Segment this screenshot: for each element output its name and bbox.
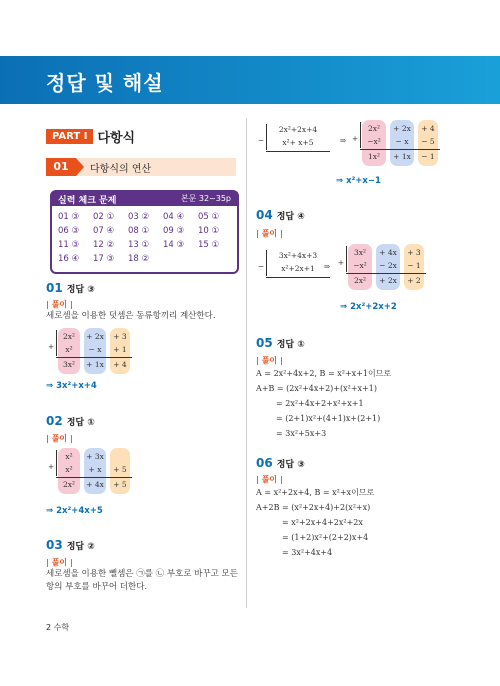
q03-result: ⇒ x²+x−1	[336, 176, 381, 186]
calc-term: + 4x	[379, 248, 397, 257]
q06-line: = 3x²+4x+4	[282, 548, 333, 557]
answer-item: 06 ③	[58, 226, 80, 236]
calc-term: + 1	[113, 345, 127, 354]
answer-item: 15 ①	[198, 240, 220, 250]
q04-vertical-calc	[336, 244, 436, 290]
calc-term: 2x²+2x+4	[278, 125, 318, 134]
calc-term: 3x²	[62, 360, 75, 369]
q05-line: A+B = (2x²+4x+2)+(x²+x+1)	[256, 384, 377, 393]
calc-rule	[346, 273, 426, 274]
part-name: 다항식	[97, 131, 136, 146]
q01-solution-label: | 풀이 |	[46, 300, 73, 309]
calc-rule	[56, 357, 132, 358]
calc-term: − 5	[421, 137, 435, 146]
q02-number: 02	[46, 414, 63, 428]
answer-item: 05 ①	[198, 212, 220, 222]
minus-sign: −	[257, 262, 265, 271]
calc-rule	[56, 477, 132, 478]
q06-line: = (1+2)x²+(2+2)x+4	[282, 533, 369, 542]
q06-heading	[256, 456, 305, 470]
calc-term: −x²	[353, 261, 367, 270]
answer-item: 08 ①	[128, 226, 150, 236]
section-number: 01	[46, 158, 76, 176]
q02-result: ⇒ 2x²+4x+5	[46, 506, 103, 516]
q01-vertical-calc	[46, 328, 166, 374]
q06-line: A = x²+2x+4, B = x²+x이므로	[256, 488, 375, 497]
answer-item: 04 ④	[163, 212, 185, 222]
q05-answer: 정답 ①	[276, 340, 305, 350]
title-banner	[0, 56, 500, 104]
answer-item: 13 ①	[128, 240, 150, 250]
calc-term: + 5	[113, 465, 127, 474]
plus-sign: +	[47, 462, 55, 471]
q05-solution-label: | 풀이 |	[256, 356, 283, 365]
q03-number: 03	[46, 538, 63, 552]
calc-term: + 2x	[86, 332, 104, 341]
calc-term: x²+2x+1	[281, 264, 315, 273]
calc-term: − x	[395, 137, 409, 146]
answer-item: 03 ②	[128, 212, 150, 222]
q01-result: ⇒ 3x²+x+4	[46, 381, 97, 391]
calc-rule	[360, 149, 440, 150]
calc-term: + 2x	[393, 124, 411, 133]
answer-check-box	[50, 190, 239, 274]
q01-text: 세로셈을 이용한 덧셈은 동류항끼리 계산한다.	[46, 311, 216, 321]
q01-number: 01	[46, 281, 63, 295]
answer-box-title: 실력 체크 문제	[58, 196, 117, 206]
q02-vertical-calc	[46, 448, 166, 494]
q06-solution-label: | 풀이 |	[256, 475, 283, 484]
q02-heading	[46, 414, 95, 428]
q02-solution-label: | 풀이 |	[46, 434, 73, 443]
calc-term: x²+ x+5	[282, 138, 314, 147]
answer-item: 10 ①	[198, 226, 220, 236]
calc-bracket	[56, 330, 57, 356]
calc-term: + 3	[407, 248, 421, 257]
q05-line: = 2x²+4x+2+x²+x+1	[276, 399, 364, 408]
answer-grid	[58, 212, 234, 268]
calc-term: x²	[65, 465, 73, 474]
q02-answer: 정답 ①	[66, 418, 95, 428]
q03-answer: 정답 ②	[66, 542, 95, 552]
plus-sign: +	[337, 258, 345, 267]
calc-term: + 5	[113, 480, 127, 489]
calc-term: + 3x	[86, 452, 104, 461]
page-footer: 2 수학	[46, 623, 70, 632]
answer-item: 01 ③	[58, 212, 80, 222]
part-heading	[46, 126, 135, 144]
calc-term: 2x²	[353, 276, 366, 285]
q04-heading	[256, 208, 305, 222]
calc-term: − 1	[407, 261, 421, 270]
calc-term: 2x²	[367, 124, 380, 133]
calc-term: + 3	[113, 332, 127, 341]
q05-line: = 3x²+5x+3	[276, 429, 327, 438]
column-divider	[246, 118, 247, 608]
calc-term: + 4	[113, 360, 127, 369]
q05-line: = (2+1)x²+(4+1)x+(2+1)	[276, 414, 381, 423]
page-title: 정답 및 해설	[46, 71, 164, 95]
calc-bracket	[266, 250, 267, 276]
plus-sign: +	[351, 134, 359, 143]
q03-solution-label: | 풀이 |	[46, 558, 73, 567]
answer-box-header	[52, 192, 237, 206]
answer-item: 17 ③	[93, 254, 115, 264]
calc-term: 3x²+4x+3	[278, 251, 318, 260]
q03-heading	[46, 538, 95, 552]
q04-number: 04	[256, 208, 273, 222]
answer-row	[58, 254, 234, 268]
answer-item: 11 ③	[58, 240, 80, 250]
q06-line: = x²+2x+4+2x²+2x	[282, 518, 363, 527]
q04-answer: 정답 ④	[276, 212, 305, 222]
calc-term: + 1x	[393, 152, 411, 161]
section-label: 다항식의 연산	[90, 164, 152, 175]
q04-solution-label: | 풀이 |	[256, 229, 283, 238]
answer-item: 14 ③	[163, 240, 185, 250]
q05-heading	[256, 336, 305, 350]
calc-bracket	[360, 122, 361, 148]
q05-line: A = 2x²+4x+2, B = x²+x+1이므로	[256, 369, 392, 378]
q06-number: 06	[256, 456, 273, 470]
q03-subtraction-setup	[256, 122, 336, 162]
calc-term: −x²	[367, 137, 381, 146]
q01-heading	[46, 281, 95, 295]
q06-line: A+2B = (x²+2x+4)+2(x²+x)	[256, 503, 371, 512]
q06-answer: 정답 ③	[276, 460, 305, 470]
answer-row	[58, 226, 234, 240]
calc-term: 3x²	[353, 248, 366, 257]
calc-term: + 2	[407, 276, 421, 285]
calc-term: − 2x	[379, 261, 397, 270]
q01-answer: 정답 ③	[66, 285, 95, 295]
calc-term: + 4	[421, 124, 435, 133]
minus-sign: −	[257, 136, 265, 145]
answer-item: 16 ④	[58, 254, 80, 264]
calc-term: 2x²	[62, 480, 75, 489]
calc-bracket	[266, 124, 267, 150]
answer-row	[58, 240, 234, 254]
calc-term: + 1x	[86, 360, 104, 369]
q03-vertical-calc	[350, 120, 450, 166]
calc-bracket	[56, 450, 57, 476]
calc-term: − x	[88, 345, 102, 354]
answer-item: 18 ②	[128, 254, 150, 264]
q03-text: 세로셈을 이용한 뺄셈은 ㉠를 ㉡ 부호로 바꾸고 모든 항의 부호를 바꾸어 더한다.	[46, 569, 238, 592]
calc-term: + x	[88, 465, 102, 474]
calc-term: 2x²	[62, 332, 75, 341]
answer-item: 02 ①	[93, 212, 115, 222]
answer-item: 12 ②	[93, 240, 115, 250]
calc-term: 1x²	[367, 152, 380, 161]
q04-result: ⇒ 2x²+2x+2	[340, 302, 397, 312]
arrow-icon: ⇒	[339, 136, 347, 145]
calc-term: − 1	[421, 152, 435, 161]
calc-rule	[266, 151, 330, 152]
answer-row	[58, 212, 234, 226]
section-heading	[46, 158, 236, 176]
plus-sign: +	[47, 342, 55, 351]
calc-term: x²	[65, 452, 73, 461]
calc-rule	[266, 277, 330, 278]
arrow-icon: ⇒	[323, 262, 331, 271]
part-tag: PART Ⅰ	[46, 129, 93, 144]
answer-box-pages: 본문 32~35p	[180, 194, 231, 203]
answer-item: 09 ③	[163, 226, 185, 236]
q05-number: 05	[256, 336, 273, 350]
answer-item: 07 ④	[93, 226, 115, 236]
calc-term: x²	[65, 345, 73, 354]
calc-term: + 4x	[86, 480, 104, 489]
calc-term: + 2x	[379, 276, 397, 285]
calc-bracket	[346, 246, 347, 272]
